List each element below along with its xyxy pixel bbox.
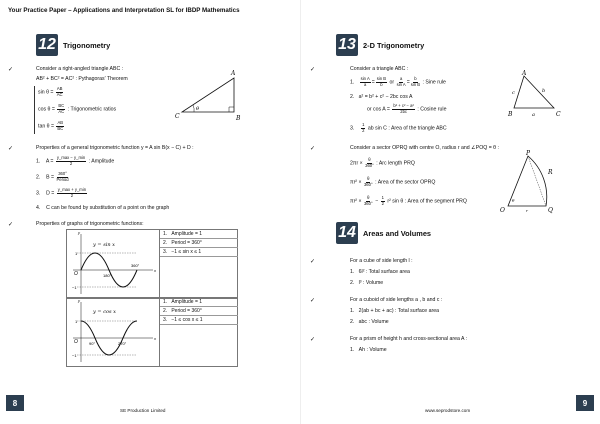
d-lhs: D = (46, 190, 55, 197)
cos-lhs: cos θ = (38, 106, 55, 113)
tan-lhs: tan θ = (38, 123, 55, 130)
c1-num-3: 3. (350, 125, 355, 132)
check-icon: ✓ (8, 67, 14, 73)
sine-prop-num: 3. (163, 249, 168, 255)
tan-den: BC (57, 125, 64, 131)
tri-c: c (512, 90, 515, 96)
sr-3n: a (400, 76, 403, 81)
cos-rule-text: : Cosine rule (417, 106, 447, 113)
check-icon: ✓ (310, 337, 316, 343)
sine-axis-y: y (78, 230, 80, 235)
amp-text: : Amplitude (88, 158, 115, 165)
cosine-y1: 1 (75, 319, 78, 324)
sec-text: : Area of the sector OPRQ (375, 179, 436, 186)
sine-x1: 180° (103, 273, 112, 278)
cos-rule-eq: a² = b² + c² − 2bc cos A (358, 94, 413, 100)
prism-volume: Ah : Volume (358, 347, 387, 353)
sine-label: y = sin x (93, 242, 115, 248)
b1-intro: Consider a right-angled triangle ABC : (36, 66, 124, 72)
sin-ratio (38, 87, 64, 97)
cos-num: BC (58, 103, 65, 108)
sine-graph (67, 230, 159, 298)
b2-item-3 (36, 188, 88, 198)
sine-prop-1 (160, 230, 238, 239)
cos-num: b² + c² − a² (393, 103, 414, 108)
c1-num-2: 2. (350, 94, 355, 100)
amp-den: 2 (69, 160, 73, 166)
c-text: C can be found by substitution of a point on the graph (46, 205, 170, 211)
right-triangle-diagram (175, 66, 270, 122)
cos-den: 2bc (400, 108, 408, 114)
tri-a: a (532, 112, 535, 118)
sin-num: AB (56, 86, 63, 91)
seg-text: r² sin θ : Area of the segment PRQ (387, 198, 467, 205)
check-icon: ✓ (8, 222, 14, 228)
c1-intro: Consider a triangle ABC : (350, 66, 409, 72)
cuboid-volume: abc : Volume (358, 319, 389, 325)
tri-A: A (522, 70, 527, 77)
sec-num: θ (367, 176, 370, 181)
arc-text: : Arc length PRQ (376, 160, 415, 167)
sector-theta: θ (512, 198, 515, 203)
b3-intro: Properties of graphs of trigonometric functions: (36, 221, 144, 227)
cos-rule-line (350, 94, 412, 100)
cos-rule-alt (367, 104, 446, 114)
cosine-x2: 270° (118, 341, 127, 346)
cos-den: AC (58, 108, 65, 114)
sr-1d: a (364, 81, 367, 87)
b-lhs: B = (46, 174, 55, 181)
cosine-amplitude: Amplitude = 1 (171, 299, 203, 305)
v2-num-2: 2. (350, 319, 355, 325)
cosine-prop-num: 1. (163, 299, 168, 305)
cube-volume: l³ : Volume (358, 280, 384, 286)
v2-item-1 (350, 308, 439, 314)
b2-item-4 (36, 205, 169, 211)
ratio-brace (34, 86, 36, 134)
v2-num-1: 1. (350, 308, 355, 314)
arc-num: θ (368, 157, 371, 162)
sine-axis-x: x (154, 268, 156, 273)
seg-den: 360° (363, 200, 373, 206)
sr-3d: sin A (396, 81, 406, 87)
seg-num2: 1 (381, 195, 384, 200)
b2-num-4: 4. (36, 205, 41, 211)
sine-prop-num: 2. (163, 240, 168, 246)
sr-4n: b (414, 76, 417, 81)
sine-ym: −1 (72, 285, 77, 290)
section-number-13: 13 (336, 34, 358, 56)
v3-num-1: 1. (350, 347, 355, 353)
cosine-axis-y: y (78, 298, 80, 303)
sector-P: P (526, 150, 531, 157)
check-icon: ✓ (310, 146, 316, 152)
vertex-C: C (175, 113, 180, 120)
b-num: 360° (58, 171, 67, 176)
eq-1: = (371, 79, 375, 86)
amp-lhs: A = (45, 158, 54, 165)
sine-y1: 1 (75, 251, 78, 256)
cosine-prop-num: 2. (163, 308, 168, 314)
sine-graph-box (66, 229, 238, 299)
area-text: ab sin C : Area of the triangle ABC (367, 125, 447, 132)
footer-left: SE Production Limited (120, 408, 166, 413)
check-icon: ✓ (310, 298, 316, 304)
cosine-ym: −1 (72, 353, 77, 358)
d-den: 2 (70, 192, 74, 198)
running-header: Your Practice Paper – Applications and Interpretation SL for IBDP Mathematics (8, 7, 240, 14)
seg-pre: πr² × (350, 198, 362, 205)
sector-diagram (498, 150, 560, 216)
c2-intro: Consider a sector OPRQ with centre O, radius r and ∠POQ = θ : (350, 145, 499, 151)
vertex-A: A (231, 70, 236, 77)
sine-range: −1 ≤ sin x ≤ 1 (171, 249, 202, 255)
area-num: 1 (362, 122, 365, 127)
cosine-prop-num: 3. (163, 317, 168, 323)
sr-2n: sin B (376, 76, 387, 81)
cos-ratio (38, 104, 116, 114)
check-icon: ✓ (310, 259, 316, 265)
arc-length-line (350, 158, 415, 168)
pythagoras-line: AB² + BC² = AC² : Pythagoras' Theorem (36, 76, 128, 82)
cosine-properties (159, 298, 238, 366)
sr-or: or (389, 79, 395, 86)
cosine-origin: O (74, 339, 78, 345)
area-line (350, 123, 447, 133)
seg-num: θ (367, 195, 370, 200)
sr-2d: b (380, 81, 383, 87)
c1-num-1: 1. (350, 79, 355, 86)
cosine-graph-box (66, 297, 238, 367)
sin-lhs: sin θ = (38, 89, 54, 96)
page-number-right: 9 (576, 395, 594, 411)
angle-theta: θ (196, 106, 200, 112)
footer-right: www.seprodstore.com (425, 408, 471, 413)
sr-4d: sin B (410, 81, 421, 87)
sector-area-line (350, 177, 435, 187)
sine-rule-line (350, 77, 446, 87)
triangle-abc (514, 76, 554, 108)
v3-item-1 (350, 347, 387, 353)
check-icon: ✓ (8, 146, 14, 152)
sine-x2: 360° (131, 263, 140, 268)
eq-2: = (406, 79, 410, 86)
cosine-axis-x: x (154, 336, 156, 341)
tri-B: B (508, 111, 513, 118)
sin-den: AC (56, 91, 63, 97)
sr-1n: sin A (360, 76, 370, 81)
b2-intro: Properties of a general trigonometric function y = A sin B(x − C) + D : (36, 145, 194, 151)
sector-r: r (526, 208, 528, 213)
page-number-left: 8 (6, 395, 24, 411)
cube-surface: 6l² : Total surface area (358, 269, 410, 275)
segment-area-line (350, 196, 467, 206)
arc-pre: 2πr × (350, 160, 363, 167)
b2-item-2 (36, 172, 70, 182)
sine-properties (159, 230, 238, 298)
b2-item-1 (36, 156, 114, 166)
v1-num-1: 1. (350, 269, 355, 275)
area-den: 2 (362, 127, 365, 133)
sec-den: 360° (363, 181, 373, 187)
cosine-x1: 90° (89, 341, 96, 346)
vertex-B: B (236, 115, 241, 122)
v1-num-2: 2. (350, 280, 355, 286)
sine-rule-text: : Sine rule (422, 79, 446, 86)
cosine-label: y = cos x (93, 309, 116, 315)
v1-item-2 (350, 280, 383, 286)
v2-item-2 (350, 319, 389, 325)
sine-origin: O (74, 271, 78, 277)
b-den: Period (56, 176, 69, 182)
sector-Q: Q (548, 207, 553, 214)
ratios-text: : Trigonometric ratios (67, 106, 117, 113)
v1-intro: For a cube of side length l : (350, 258, 413, 264)
b2-num-2: 2. (36, 174, 41, 181)
v1-item-1 (350, 269, 410, 275)
sector-O: O (500, 207, 505, 214)
section-number-12: 12 (36, 34, 58, 56)
cosine-prop-1 (160, 298, 238, 307)
sine-prop-2 (160, 239, 238, 248)
sine-prop-3 (160, 248, 238, 257)
page-divider (300, 0, 301, 424)
cosine-prop-2 (160, 307, 238, 316)
tri-b: b (542, 88, 546, 94)
section-title-trigonometry: Trigonometry (63, 41, 111, 50)
v3-intro: For a prism of height h and cross-sectional area A : (350, 336, 468, 342)
b2-num-3: 3. (36, 190, 41, 197)
b2-num-1: 1. (36, 158, 41, 165)
sine-amplitude: Amplitude = 1 (171, 231, 203, 237)
cuboid-surface: 2(ab + bc + ac) : Total surface area (358, 308, 440, 314)
cosine-period: Period = 360° (171, 308, 202, 314)
sec-pre: πr² × (350, 179, 362, 186)
triangle-shape (182, 78, 234, 112)
cosine-prop-3 (160, 316, 238, 325)
general-triangle-diagram (508, 70, 594, 120)
arc-den: 360° (365, 162, 374, 168)
sector-R: R (548, 169, 553, 176)
v2-intro: For a cuboid of side lengths a , b and c : (350, 297, 443, 303)
sine-prop-num: 1. (163, 231, 168, 237)
tan-num: AB (57, 120, 64, 125)
cos-or: or cos A = (367, 106, 390, 113)
seg-den2: 2 (381, 200, 384, 206)
d-num: y_max + y_min (57, 187, 87, 192)
section-title-areas: Areas and Volumes (363, 229, 432, 238)
section-number-14: 14 (336, 222, 358, 244)
tan-ratio (38, 121, 65, 131)
cosine-range: −1 ≤ cos x ≤ 1 (171, 317, 203, 323)
amp-num: y_max − y_min (56, 155, 86, 160)
check-icon: ✓ (310, 67, 316, 73)
seg-minus: − (375, 198, 379, 205)
cosine-graph (67, 298, 159, 366)
section-title-2d-trig: 2-D Trigonometry (363, 41, 425, 50)
tri-C: C (556, 111, 561, 118)
sine-period: Period = 360° (171, 240, 202, 246)
